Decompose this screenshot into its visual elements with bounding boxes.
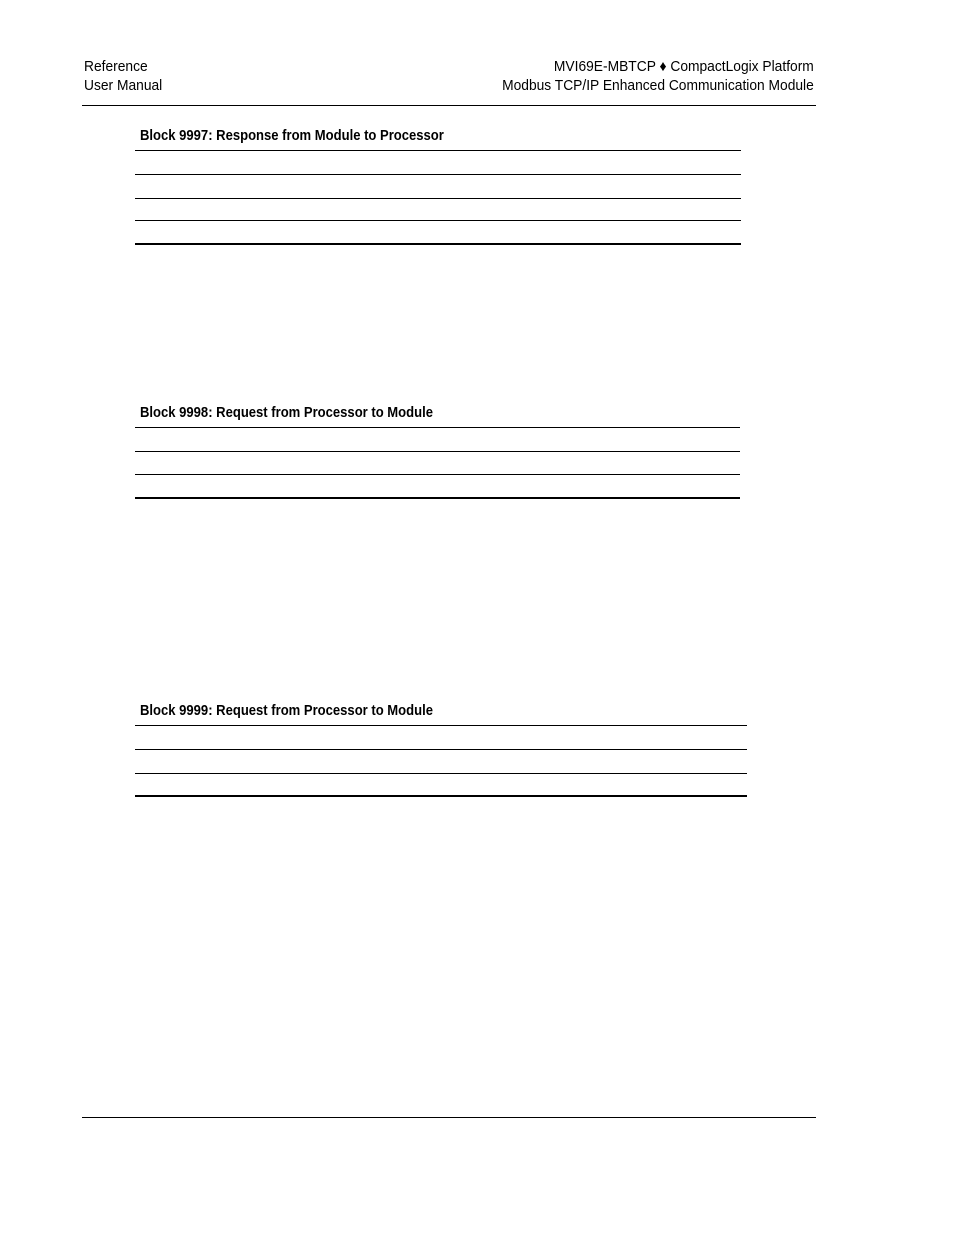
- block-9997-title: Block 9997: Response from Module to Processor: [140, 128, 444, 144]
- table-bottom-rule: [135, 795, 747, 797]
- header-right: [502, 57, 814, 95]
- table-rule: [135, 198, 741, 199]
- block-9998-title: Block 9998: Request from Processor to Module: [140, 405, 433, 421]
- table-rule: [135, 150, 741, 151]
- header-product-title: MVI69E-MBTCP ♦ CompactLogix Platform: [554, 58, 814, 75]
- block-9999-title: Block 9999: Request from Processor to Module: [140, 703, 433, 719]
- table-bottom-rule: [135, 497, 740, 499]
- table-rule: [135, 725, 747, 726]
- table-rule: [135, 451, 740, 452]
- header-divider: [82, 105, 816, 106]
- header-product-subtitle: Modbus TCP/IP Enhanced Communication Module: [502, 77, 814, 94]
- table-rule: [135, 773, 747, 774]
- table-rule: [135, 749, 747, 750]
- header-section-name: Reference: [84, 58, 148, 75]
- table-rule: [135, 174, 741, 175]
- footer-divider: [82, 1117, 816, 1118]
- table-rule: [135, 220, 741, 221]
- table-rule: [135, 427, 740, 428]
- table-rule: [135, 474, 740, 475]
- header-doc-type: User Manual: [84, 77, 163, 94]
- header-left: [84, 57, 162, 95]
- table-bottom-rule: [135, 243, 741, 245]
